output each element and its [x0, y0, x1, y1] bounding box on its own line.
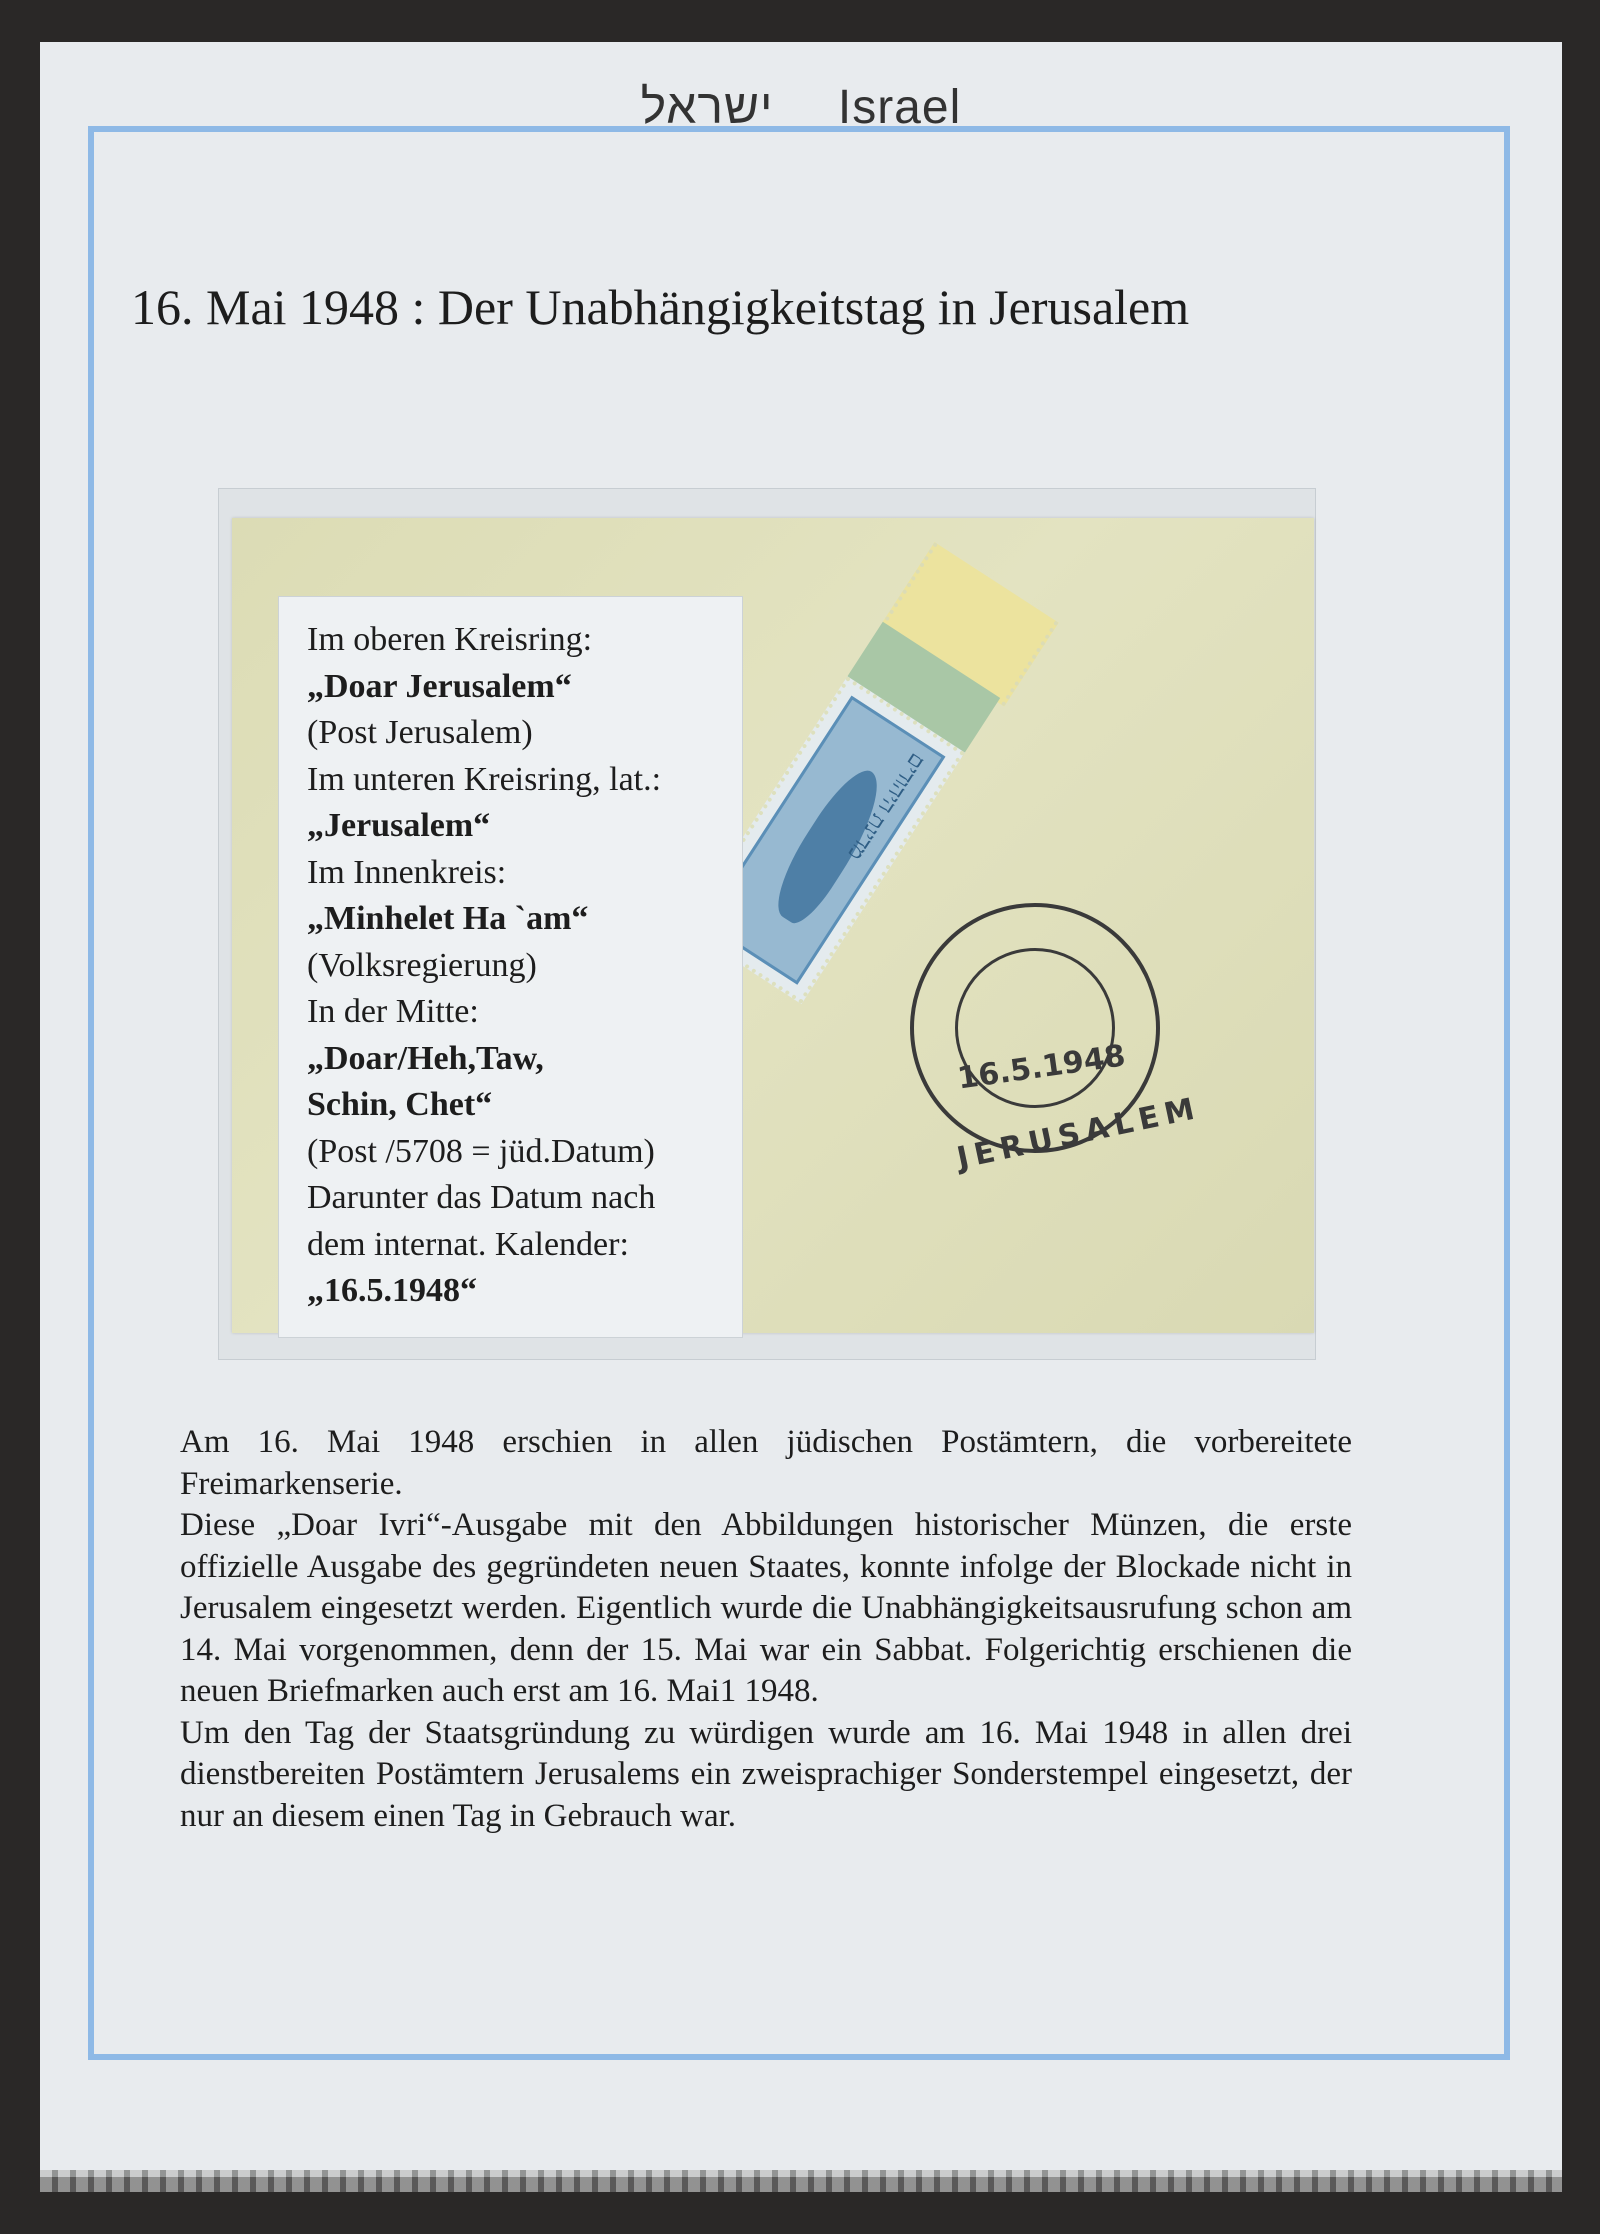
header-title-hebrew: ישראל — [640, 81, 774, 134]
stamp-inscription: מדינת היהודים — [843, 749, 931, 866]
annotation-line: „Doar/Heh,Taw, — [307, 1039, 544, 1077]
annotation-line: Darunter das Datum nach — [307, 1179, 656, 1216]
annotation-line: Schin, Chet“ — [307, 1086, 493, 1123]
annotation-line: (Post Jerusalem) — [307, 714, 533, 751]
body-paragraph: Um den Tag der Staatsgründung zu würdigen wurde am 16. Mai 1948 in allen drei dienstbereiten Postämtern Jerusalems ein zweisprachiger Sonderstempel eingesetzt, der nur an diesem einen Tag in Gebrauch war. — [180, 1714, 1352, 1834]
annotation-line: In der Mitte: — [307, 993, 479, 1030]
annotation-card — [278, 596, 743, 1338]
annotation-line: Im unteren Kreisring, lat.: — [307, 760, 662, 798]
annotation-line: „Doar Jerusalem“ — [307, 667, 572, 705]
postmark-date: 16.5.1948 — [955, 1038, 1128, 1097]
binder-strip — [40, 2170, 1562, 2192]
annotation-line: Im oberen Kreisring: — [307, 621, 593, 658]
postmark-city: JERUSALEM — [954, 1090, 1204, 1177]
annotation-line: „Jerusalem“ — [307, 807, 491, 844]
page-title: 16. Mai 1948 : Der Unabhängigkeitstag in Jerusalem — [131, 279, 1190, 335]
annotation-line: (Post /5708 = jüd.Datum) — [307, 1132, 655, 1170]
annotation-line: Im Innenkreis: — [307, 853, 507, 891]
annotation-line: dem internat. Kalender: — [307, 1225, 629, 1263]
body-text — [180, 1422, 1352, 1837]
body-paragraph: Am 16. Mai 1948 erschien in allen jüdischen Postämtern, die vorbereitete Freimarkenserie. — [180, 1424, 1352, 1502]
annotation-line: „Minhelet Ha `am“ — [307, 900, 589, 937]
annotation-line: (Volksregierung) — [307, 946, 537, 984]
annotation-line: „16.5.1948“ — [307, 1272, 477, 1309]
body-paragraph: Diese „Doar Ivri“-Ausgabe mit den Abbildungen historischer Münzen, die erste offizielle Ausgabe des gegründeten neuen Staates, konnte infolge der Blockade nicht in Jerusalem eingesetzt werden. Eigentlich wurde die Unabhängigkeitsausrufung schon am 14. Mai vorgenommen, denn der 15. Mai war ein Sabbat. Folgerichtig erschienen die neuen Briefmarken auch erst am 16. Mai1 1948. — [180, 1507, 1352, 1709]
header-title-latin: Israel — [837, 81, 962, 134]
